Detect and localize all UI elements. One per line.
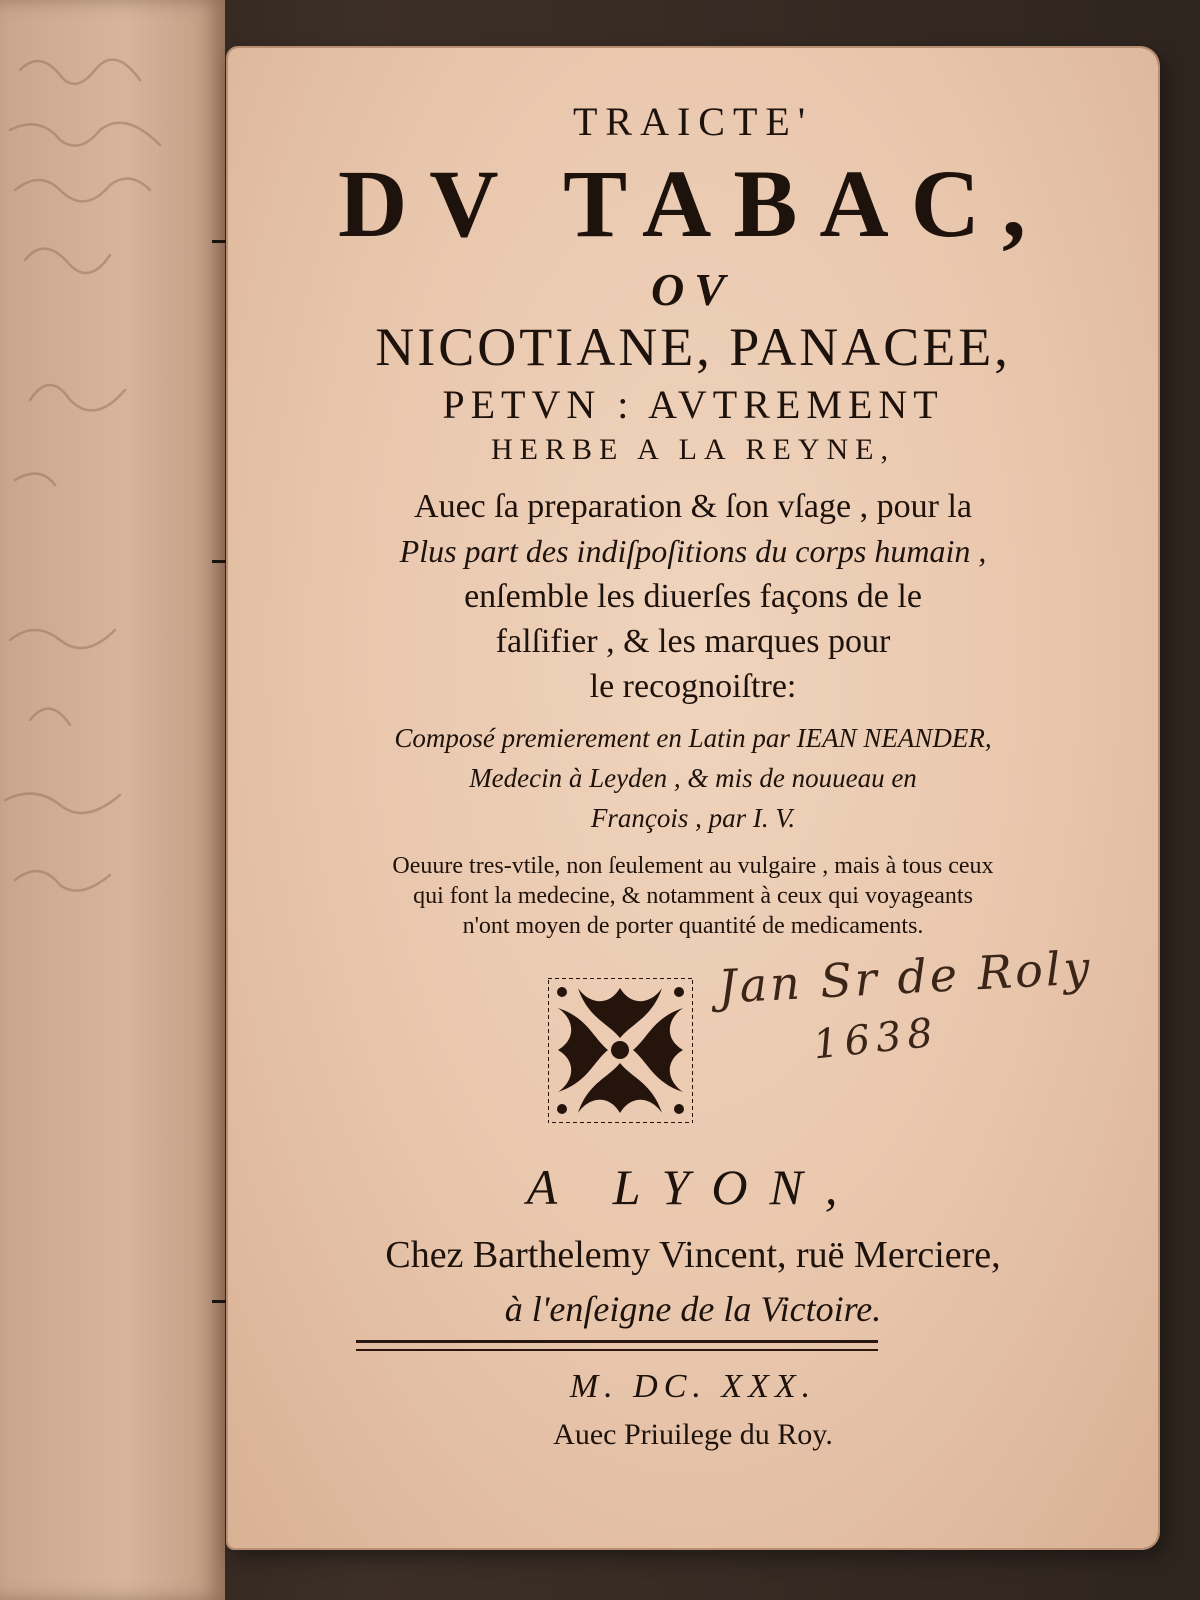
handwritten-owner-name: Jan Sr de Roly (716, 940, 1094, 1014)
handwritten-year: 1638 (810, 1009, 941, 1069)
binding-stitch (212, 1300, 226, 1303)
flyleaf (0, 0, 225, 1600)
imprint-printer: Chez Barthelemy Vincent, ruë Merciere, (385, 1234, 1001, 1276)
title-line-3: OV (651, 264, 735, 315)
title-line-5: PETVN : AVTREMENT (442, 382, 944, 427)
author-line-1: Composé premierement en Latin par IEAN NEANDER, (394, 723, 992, 753)
description-line-4: falſifier , & les marques pour (495, 623, 891, 660)
author-line-2: Medecin à Leyden , & mis de nouueau en (469, 763, 917, 793)
imprint-place: A LYON, (526, 1159, 860, 1215)
description-line-1: Auec ſa preparation & ſon vſage , pour la (414, 488, 972, 525)
title-line-6: HERBE A LA REYNE, (490, 433, 895, 466)
flyleaf-faded-handwriting (0, 40, 200, 1040)
double-rule-divider (356, 1340, 878, 1351)
binding-stitch (212, 560, 226, 563)
main-title: DV TABAC, (337, 150, 1049, 257)
title-line-1: TRAICTE' (572, 99, 814, 144)
title-line-4: NICOTIANE, PANACEE, (375, 317, 1011, 377)
description-line-2: Plus part des indiſpoſitions du corps humain , (399, 533, 987, 569)
printers-ornament (548, 978, 693, 1123)
description-line-5: le recognoiſtre: (589, 668, 797, 705)
imprint-sign: à l'enſeigne de la Victoire. (504, 1289, 882, 1329)
imprint-year: M. DC. XXX. (569, 1368, 817, 1405)
author-line-3: François , par I. V. (590, 803, 796, 833)
privilege-line: Auec Priuilege du Roy. (553, 1418, 833, 1451)
description-line-3: enſemble les diuerſes façons de le (464, 578, 922, 615)
binding-stitch (212, 240, 226, 243)
note-line-3: n'ont moyen de porter quantité de medicaments. (462, 913, 924, 939)
title-page (228, 48, 1158, 1548)
note-line-2: qui font la medecine, & notamment à ceux qui voyageants (413, 883, 973, 909)
note-line-1: Oeuure tres-vtile, non ſeulement au vulgaire , mais à tous ceux (392, 853, 994, 879)
